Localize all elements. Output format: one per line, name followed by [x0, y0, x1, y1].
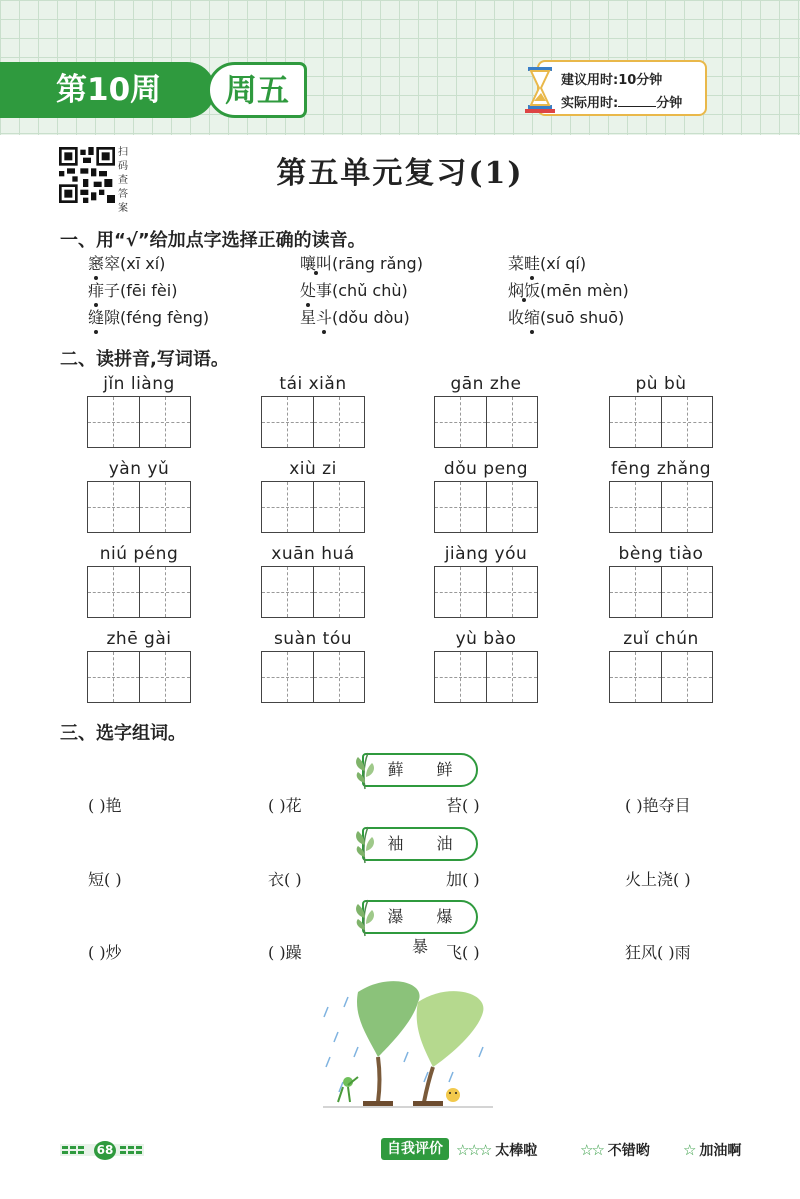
hourglass-icon	[525, 65, 555, 115]
dotted-char: 缩	[524, 305, 540, 328]
leaf-icon	[352, 751, 378, 791]
writing-grid[interactable]	[609, 396, 713, 448]
q1-item[interactable]: 收缩(suō shuō)	[508, 305, 624, 328]
q3-heading: 三、选字组词。	[60, 723, 186, 744]
pinyin-label: yù bào	[455, 629, 517, 649]
q1-item[interactable]: 缝隙(féng fèng)	[88, 305, 209, 328]
tian-cell[interactable]	[435, 397, 487, 447]
star-icon: ☆	[683, 1141, 695, 1159]
tian-cell[interactable]	[88, 567, 140, 617]
writing-grid[interactable]	[434, 481, 538, 533]
qr-label: 扫码查答案	[118, 147, 128, 214]
star-icon: ☆☆	[580, 1141, 603, 1159]
writing-grid[interactable]	[87, 651, 191, 703]
leaf-icon	[352, 825, 378, 865]
choice-box: 袖 油	[362, 827, 478, 861]
pinyin-label: zuǐ chún	[623, 629, 699, 649]
writing-grid[interactable]	[87, 481, 191, 533]
pinyin-label: suàn tóu	[273, 629, 353, 649]
tian-cell[interactable]	[140, 652, 191, 702]
tian-cell[interactable]	[487, 567, 538, 617]
fill-blank-item[interactable]: 衣( )	[268, 870, 302, 889]
q1-item[interactable]: 处事(chǔ chù)	[300, 278, 408, 301]
pinyin-label: xiù zi	[289, 459, 337, 479]
tian-cell[interactable]	[610, 652, 662, 702]
actual-time: 实际用时: 分钟	[561, 96, 683, 111]
tian-cell[interactable]	[262, 567, 314, 617]
tian-cell[interactable]	[314, 652, 365, 702]
fill-blank-item[interactable]: ( )艳	[88, 796, 122, 815]
writing-grid[interactable]	[261, 566, 365, 618]
tian-cell[interactable]	[140, 482, 191, 532]
tian-cell[interactable]	[140, 567, 191, 617]
dotted-char: 处	[300, 278, 316, 301]
day-badge: 周五	[207, 62, 307, 118]
writing-grid[interactable]	[261, 651, 365, 703]
pinyin-label: niú péng	[99, 544, 179, 564]
tian-cell[interactable]	[662, 397, 713, 447]
q1-item[interactable]: 痱子(fēi fèi)	[88, 278, 177, 301]
writing-grid[interactable]	[434, 566, 538, 618]
q1-heading: 一、用“√”给加点字选择正确的读音。	[60, 230, 366, 251]
q1-item[interactable]: 嚷叫(rāng rǎng)	[300, 254, 423, 273]
q1-item[interactable]: 焖饭(mēn mèn)	[508, 281, 629, 300]
tian-cell[interactable]	[610, 482, 662, 532]
rating-keep-going[interactable]: ☆ 加油啊	[683, 1141, 742, 1159]
pinyin-label: jiàng yóu	[444, 544, 528, 564]
tian-cell[interactable]	[487, 652, 538, 702]
choice-box: 瀑 爆 暴	[362, 900, 478, 934]
pinyin-label: bèng tiào	[618, 544, 704, 564]
pinyin-label: pù bù	[635, 374, 687, 394]
fill-blank-item[interactable]: ( )艳夺目	[625, 796, 691, 815]
page-number: 68	[94, 1141, 116, 1160]
week-badge: 第10周	[0, 62, 215, 118]
tian-cell[interactable]	[435, 652, 487, 702]
tian-cell[interactable]	[314, 482, 365, 532]
dotted-char: 畦	[524, 251, 540, 274]
time-box	[537, 60, 707, 116]
pinyin-label: xuān huá	[271, 544, 355, 564]
star-icon: ☆☆☆	[456, 1141, 491, 1159]
pinyin-label: dǒu peng	[443, 459, 529, 479]
page-title: 第五单元复习(1)	[276, 156, 524, 191]
dotted-char: 斗	[316, 305, 332, 328]
rating-good[interactable]: ☆☆ 不错哟	[580, 1141, 650, 1159]
q2-heading: 二、读拼音,写词语。	[60, 349, 229, 370]
dotted-char: 缝	[88, 305, 104, 328]
tian-cell[interactable]	[88, 652, 140, 702]
tian-cell[interactable]	[314, 567, 365, 617]
rating-great[interactable]: ☆☆☆ 太棒啦	[456, 1141, 538, 1159]
tian-cell[interactable]	[262, 652, 314, 702]
fill-blank-item[interactable]: ( )躁	[268, 943, 302, 962]
tian-cell[interactable]	[662, 482, 713, 532]
writing-grid[interactable]	[261, 481, 365, 533]
tian-cell[interactable]	[610, 397, 662, 447]
self-eval-label: 自我评价	[381, 1138, 449, 1160]
pinyin-label: yàn yǔ	[108, 459, 170, 479]
tian-cell[interactable]	[88, 397, 140, 447]
fill-blank-item[interactable]: ( )炒	[88, 943, 122, 962]
windy-tree-illustration	[318, 977, 498, 1112]
fill-blank-item[interactable]: 短( )	[88, 870, 122, 889]
tian-cell[interactable]	[314, 397, 365, 447]
leaf-icon	[352, 898, 378, 938]
q1-item[interactable]: 窸窣(xī xí)	[88, 251, 165, 274]
tian-cell[interactable]	[662, 652, 713, 702]
pinyin-label: tái xiǎn	[279, 374, 347, 394]
writing-grid[interactable]	[434, 396, 538, 448]
dotted-char: 窸	[88, 251, 104, 274]
writing-grid[interactable]	[87, 566, 191, 618]
fill-blank-item[interactable]: 飞( )	[446, 943, 480, 962]
pinyin-label: gān zhe	[450, 374, 522, 394]
writing-grid[interactable]	[609, 651, 713, 703]
tian-cell[interactable]	[262, 482, 314, 532]
q1-item[interactable]: 菜畦(xí qí)	[508, 251, 586, 274]
pinyin-label: fēng zhǎng	[610, 459, 712, 479]
fill-blank-item[interactable]: 苔( )	[446, 796, 480, 815]
tian-cell[interactable]	[487, 397, 538, 447]
tian-cell[interactable]	[435, 482, 487, 532]
writing-grid[interactable]	[609, 566, 713, 618]
q1-item[interactable]: 星斗(dǒu dòu)	[300, 305, 410, 328]
actual-time-blank[interactable]	[618, 95, 656, 107]
choice-box: 藓 鲜	[362, 753, 478, 787]
pinyin-label: jǐn liàng	[103, 374, 175, 394]
suggested-time: 建议用时:10分钟	[561, 73, 663, 88]
tian-cell[interactable]	[487, 482, 538, 532]
writing-grid[interactable]	[609, 481, 713, 533]
fill-blank-item[interactable]: 火上浇( )	[625, 870, 691, 889]
writing-grid[interactable]	[434, 651, 538, 703]
fill-blank-item[interactable]: ( )花	[268, 796, 302, 815]
writing-grid[interactable]	[261, 396, 365, 448]
tian-cell[interactable]	[140, 397, 191, 447]
tian-cell[interactable]	[262, 397, 314, 447]
tian-cell[interactable]	[662, 567, 713, 617]
writing-grid[interactable]	[87, 396, 191, 448]
tian-cell[interactable]	[88, 482, 140, 532]
pinyin-label: zhē gài	[106, 629, 172, 649]
dotted-char: 痱	[88, 278, 104, 301]
tian-cell[interactable]	[610, 567, 662, 617]
fill-blank-item[interactable]: 狂风( )雨	[625, 943, 691, 962]
fill-blank-item[interactable]: 加( )	[446, 870, 480, 889]
tian-cell[interactable]	[435, 567, 487, 617]
